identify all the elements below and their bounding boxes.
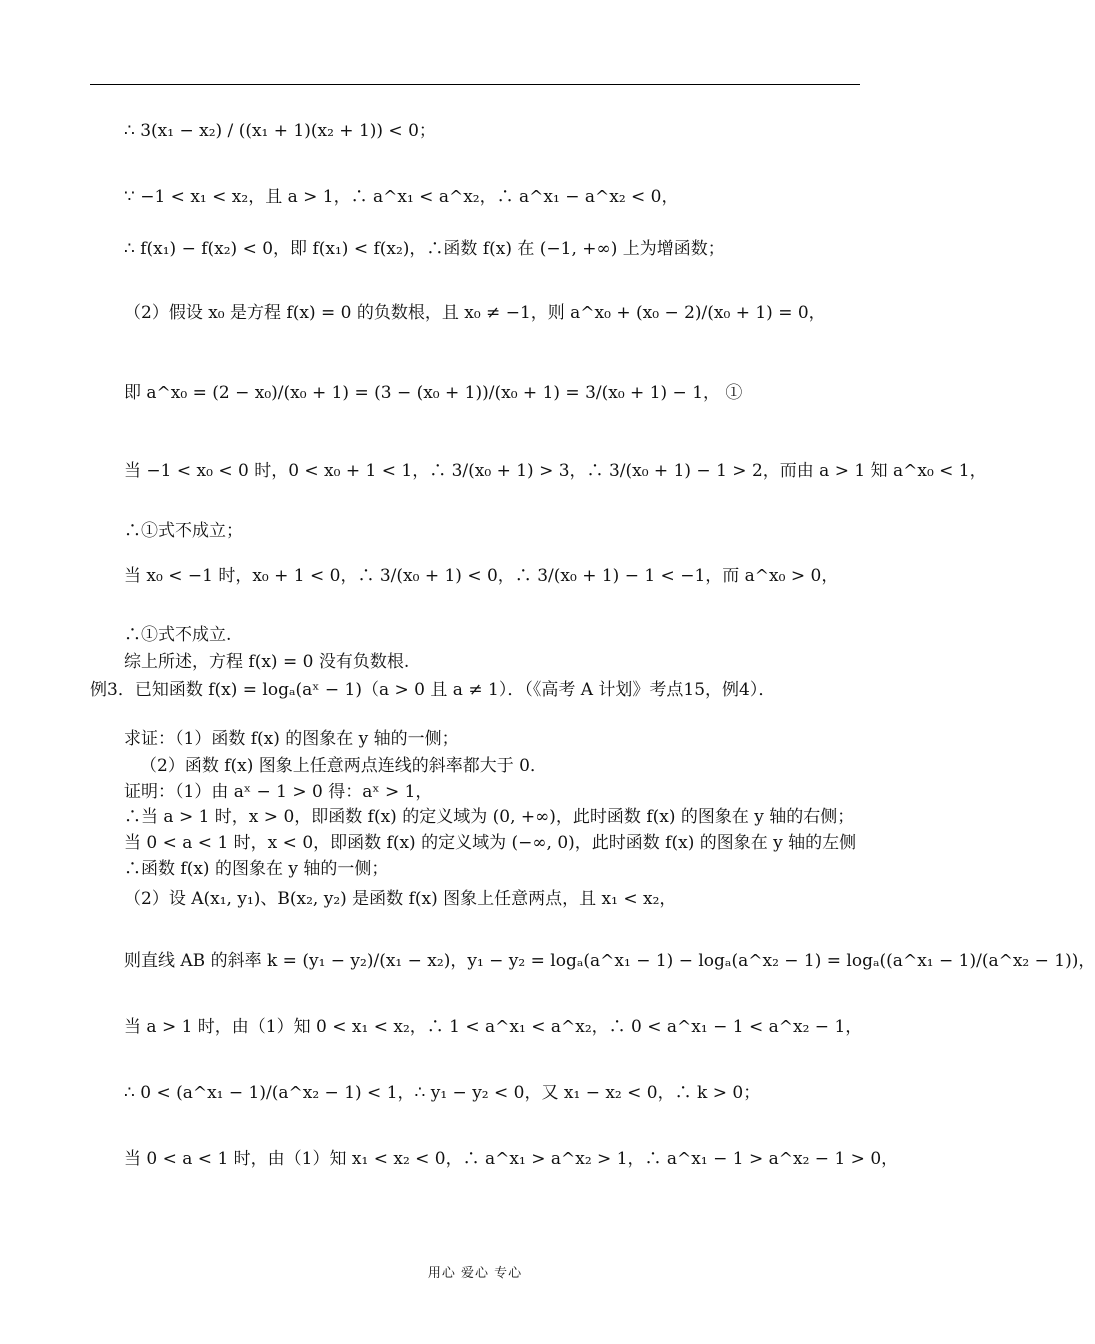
text-line: （2）函数 f(x) 图象上任意两点连线的斜率都大于 0． — [140, 756, 547, 776]
text-line: ∴函数 f(x) 的图象在 y 轴的一侧； — [124, 859, 389, 879]
text-line: 当 −1 < x₀ < 0 时，0 < x₀ + 1 < 1，∴ 3/(x₀ + 1) > 3，∴ 3/(x₀ + 1) − 1 > 2，而由 a > 1 知 a^x₀ < 1， — [124, 461, 987, 481]
text-line: ∴ f(x₁) − f(x₂) < 0，即 f(x₁) < f(x₂)，∴函数 f(x) 在 (−1, +∞) 上为增函数； — [124, 239, 725, 259]
text-line: ∴当 a > 1 时，x > 0，即函数 f(x) 的定义域为 (0, +∞)，此时函数 f(x) 的图象在 y 轴的右侧； — [124, 807, 855, 827]
text-line: ∵ −1 < x₁ < x₂，且 a > 1，∴ a^x₁ < a^x₂，∴ a^x₁ − a^x₂ < 0， — [124, 187, 679, 207]
text-line: 当 a > 1 时，由（1）知 0 < x₁ < x₂，∴ 1 < a^x₁ < a^x₂，∴ 0 < a^x₁ − 1 < a^x₂ − 1， — [124, 1017, 863, 1037]
text-line: 当 0 < a < 1 时，由（1）知 x₁ < x₂ < 0，∴ a^x₁ > a^x₂ > 1，∴ a^x₁ − 1 > a^x₂ − 1 > 0， — [124, 1149, 899, 1169]
text-line: （2）设 A(x₁, y₁)、B(x₂, y₂) 是函数 f(x) 图象上任意两点，且 x₁ < x₂， — [124, 889, 677, 909]
text-line: 综上所述，方程 f(x) = 0 没有负数根. — [124, 652, 410, 672]
text-line: ∴①式不成立； — [124, 521, 243, 541]
text-line: 当 x₀ < −1 时，x₀ + 1 < 0，∴ 3/(x₀ + 1) < 0，∴ 3/(x₀ + 1) − 1 < −1，而 a^x₀ > 0， — [124, 566, 839, 586]
text-line: 证明：（1）由 aˣ − 1 > 0 得：aˣ > 1， — [124, 782, 433, 802]
header-rule — [90, 84, 860, 85]
example-heading: 例3．已知函数 f(x) = logₐ(aˣ − 1)（a > 0 且 a ≠ 1）．（《高考 A 计划》考点15，例4）． — [90, 680, 776, 700]
text-line: 则直线 AB 的斜率 k = (y₁ − y₂)/(x₁ − x₂)，y₁ − y₂ = logₐ(a^x₁ − 1) − logₐ(a^x₂ − 1) = logₐ((a^x₁ − 1)/(a^x₂ − 1))， — [124, 951, 1095, 971]
text-line: 即 a^x₀ = (2 − x₀)/(x₀ + 1) = (3 − (x₀ + 1))/(x₀ + 1) = 3/(x₀ + 1) − 1， ① — [124, 383, 743, 403]
page-footer: 用心 爱心 专心 — [427, 1266, 523, 1281]
text-line: ∴ 0 < (a^x₁ − 1)/(a^x₂ − 1) < 1，∴ y₁ − y₂ < 0，又 x₁ − x₂ < 0，∴ k > 0； — [124, 1083, 761, 1103]
text-line: 求证：（1）函数 f(x) 的图象在 y 轴的一侧； — [124, 729, 459, 749]
text-line: ∴ 3(x₁ − x₂) / ((x₁ + 1)(x₂ + 1)) < 0； — [124, 121, 436, 141]
text-line: ∴①式不成立. — [124, 625, 232, 645]
text-line: 当 0 < a < 1 时，x < 0，即函数 f(x) 的定义域为 (−∞, 0)，此时函数 f(x) 的图象在 y 轴的左侧 — [124, 833, 857, 853]
text-line: （2）假设 x₀ 是方程 f(x) = 0 的负数根，且 x₀ ≠ −1，则 a^x₀ + (x₀ − 2)/(x₀ + 1) = 0， — [124, 303, 826, 323]
